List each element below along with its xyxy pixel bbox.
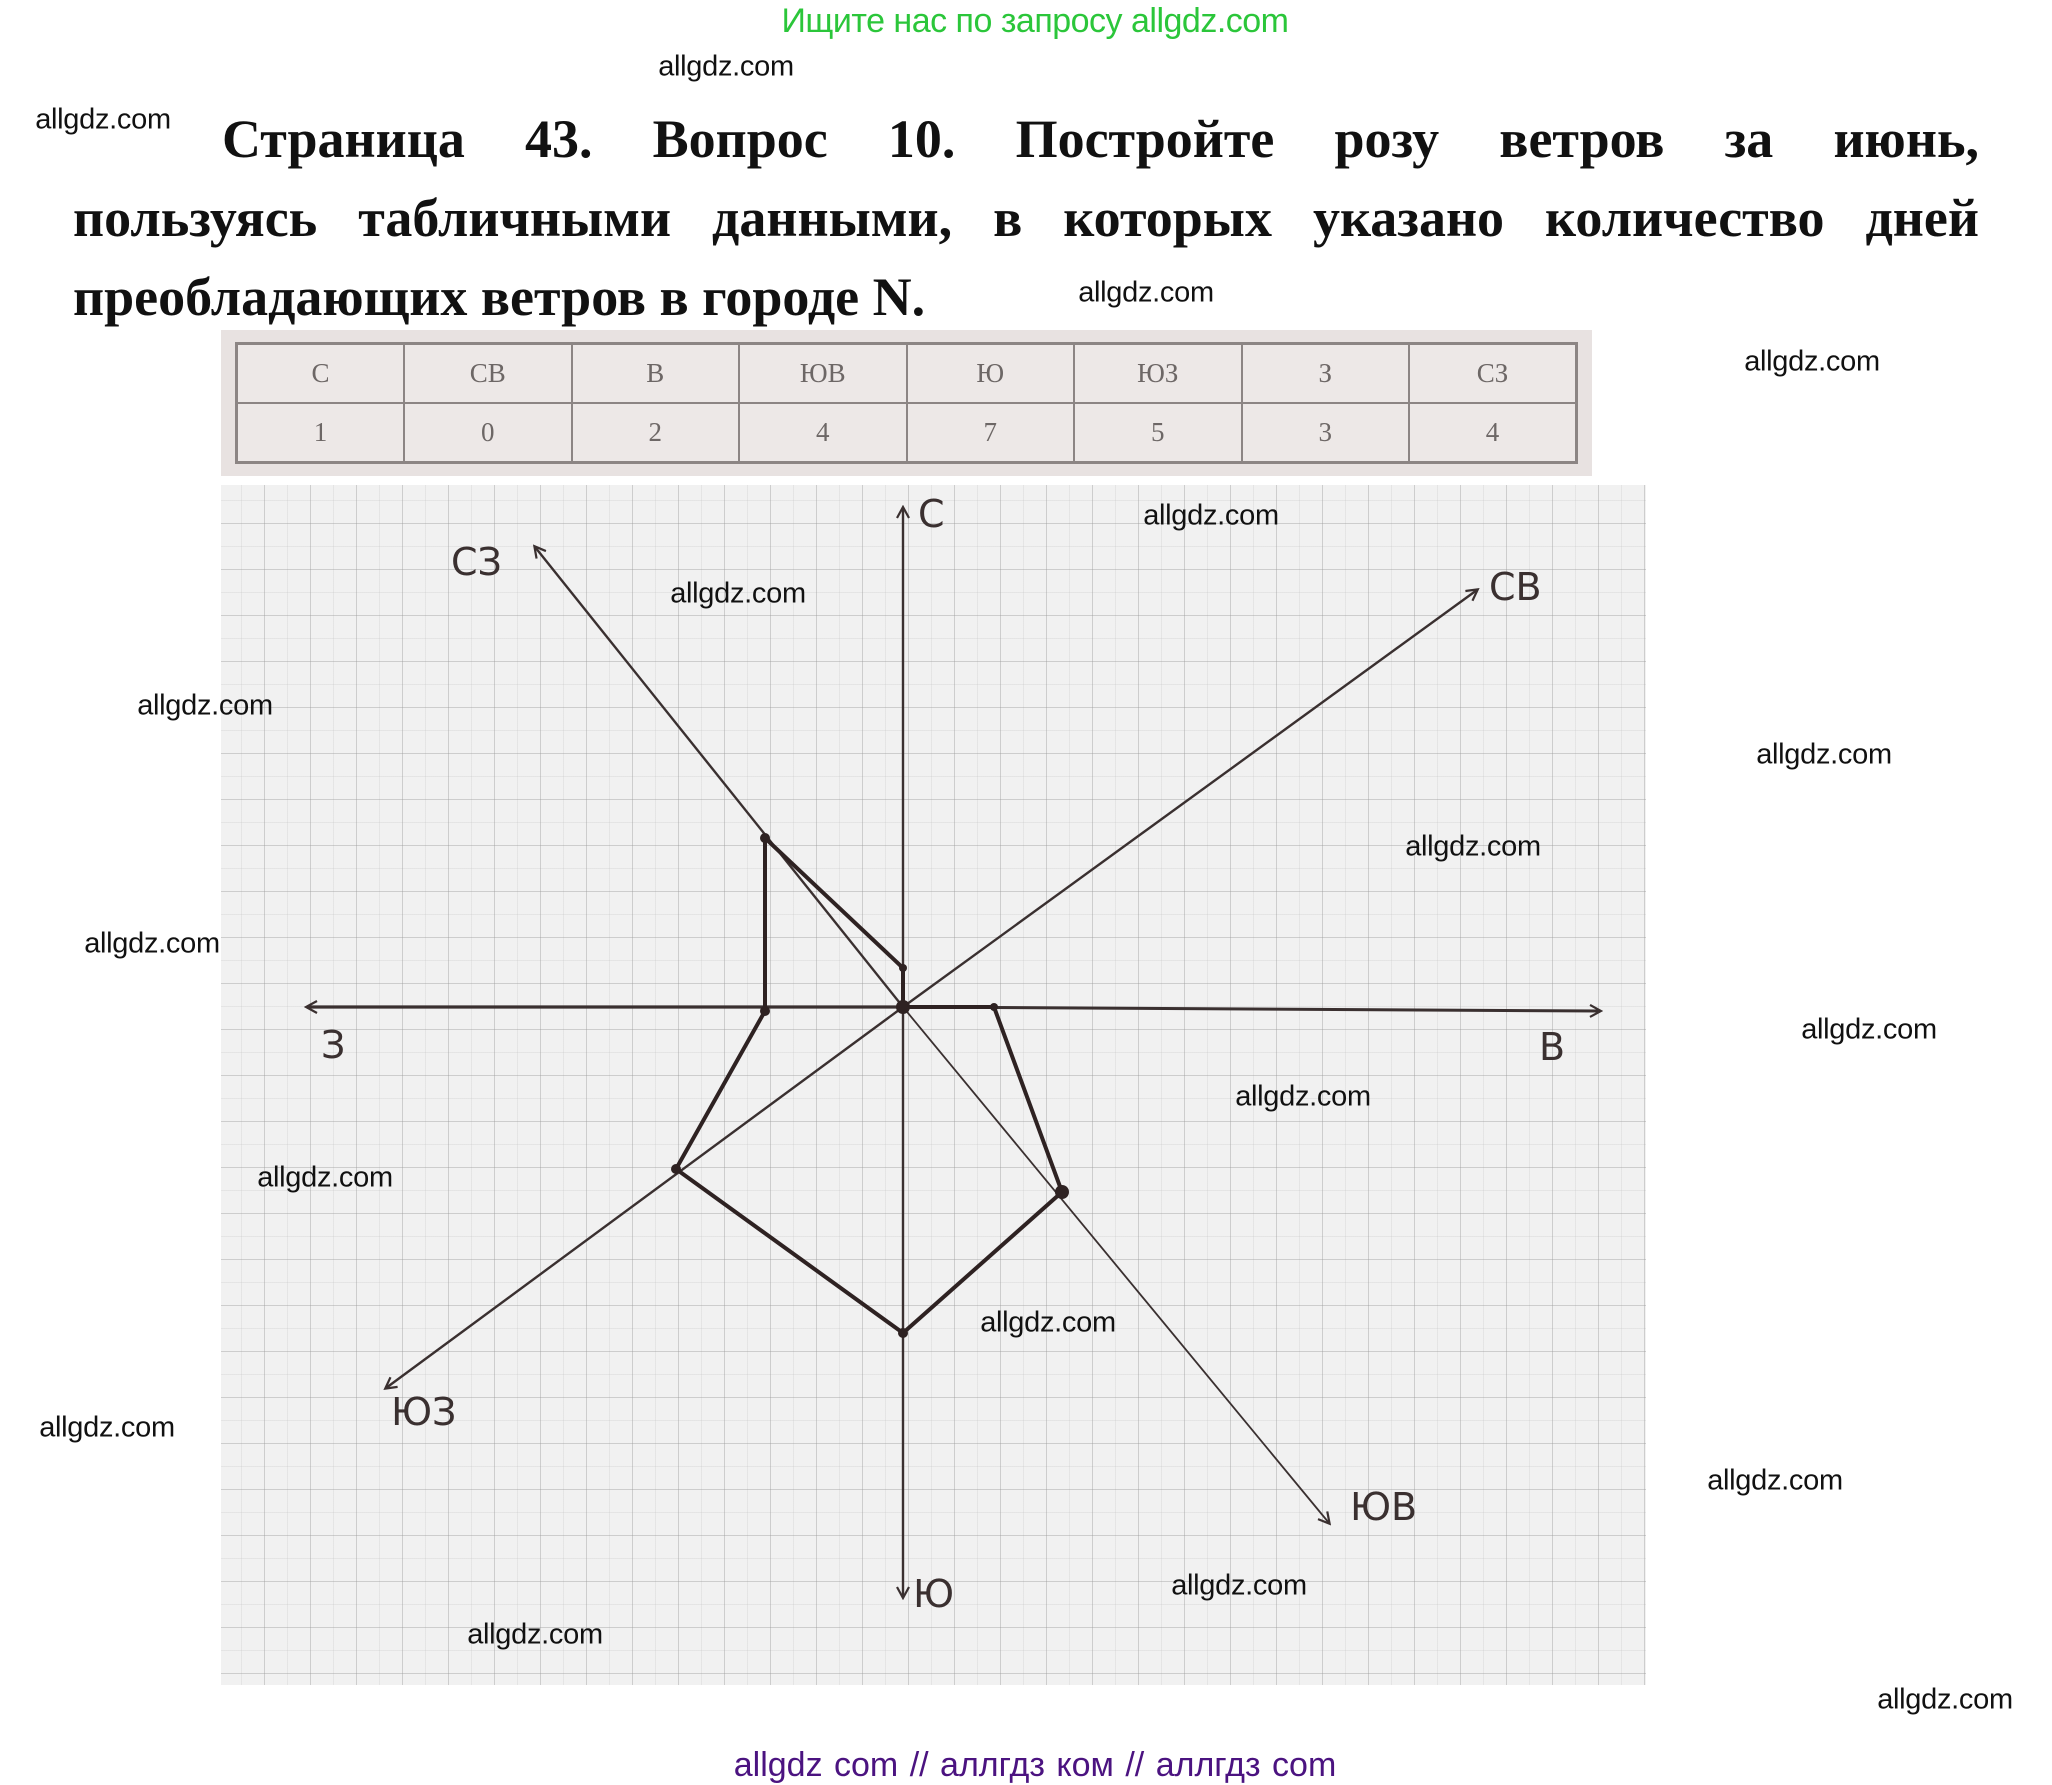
table-header-row [237,344,1577,404]
watermark: allgdz.com [1171,1569,1307,1602]
wind-rose-drawing [221,485,1646,1685]
watermark: allgdz.com [1707,1464,1843,1497]
question-line-2: пользуясь табличными данными, в которых указано количество дней [73,188,1979,248]
label-southwest: ЮЗ [391,1390,457,1434]
label-south: Ю [913,1572,955,1616]
axis-southwest [386,1007,903,1388]
watermark: allgdz.com [39,1411,175,1444]
question-line-3: преобладающих ветров в городе N. [73,267,926,327]
watermark: allgdz.com [1078,276,1214,309]
label-east: В [1539,1025,1566,1069]
watermark: allgdz.com [257,1161,393,1194]
table-header-cell: С [237,344,405,404]
table-value-cell: 4 [1409,403,1577,463]
watermark: allgdz.com [467,1618,603,1651]
table-header-cell: ЮВ [739,344,907,404]
wind-rose-chart [221,485,1646,1685]
table-header-cell: З [1242,344,1410,404]
table-value-row [237,403,1577,463]
table-value-cell: 7 [907,403,1075,463]
axis-east [903,1007,1600,1011]
table-header-cell: Ю [907,344,1075,404]
watermark: allgdz.com [980,1306,1116,1339]
label-southeast: ЮВ [1350,1485,1418,1529]
watermark: allgdz.com [137,689,273,722]
watermark: allgdz.com [1877,1683,2013,1716]
table-value-cell: 4 [739,403,907,463]
promo-banner[interactable]: Ищите нас по запросу allgdz.com [781,2,1289,40]
table-value-cell: 0 [404,403,572,463]
watermark: allgdz.com [1801,1013,1937,1046]
watermark: allgdz.com [670,577,806,610]
question-text [73,100,1979,337]
table-header-cell: СВ [404,344,572,404]
table-value-cell: 3 [1242,403,1410,463]
table-value-cell: 2 [572,403,740,463]
table-header-cell: ЮЗ [1074,344,1242,404]
axis-northwest [535,547,903,1007]
watermark: allgdz.com [35,103,171,136]
question-line-1: Страница 43. Вопрос 10. Постройте розу ветров за июнь, [222,109,1979,169]
table-value-cell: 1 [237,403,405,463]
watermark: allgdz.com [1756,738,1892,771]
watermark: allgdz.com [1744,345,1880,378]
table-header-cell: СЗ [1409,344,1577,404]
table-value-cell: 5 [1074,403,1242,463]
watermark: allgdz.com [1143,499,1279,532]
watermark: allgdz.com [1235,1080,1371,1113]
watermark: allgdz.com [658,50,794,83]
watermark: allgdz.com [84,927,220,960]
label-west: З [321,1023,346,1067]
axis-northeast [903,590,1477,1007]
label-northwest: СЗ [451,540,502,584]
wind-rose-polygon [676,838,1062,1333]
watermark: allgdz.com [1405,830,1541,863]
data-points [671,833,1069,1338]
table-header-cell: В [572,344,740,404]
label-north: С [918,492,945,536]
wind-data-table [235,342,1578,464]
label-northeast: СВ [1489,565,1542,609]
footer-links[interactable]: allgdz com // аллгдз ком // аллгдз com [733,1746,1337,1784]
wind-data-table-image [221,330,1592,476]
